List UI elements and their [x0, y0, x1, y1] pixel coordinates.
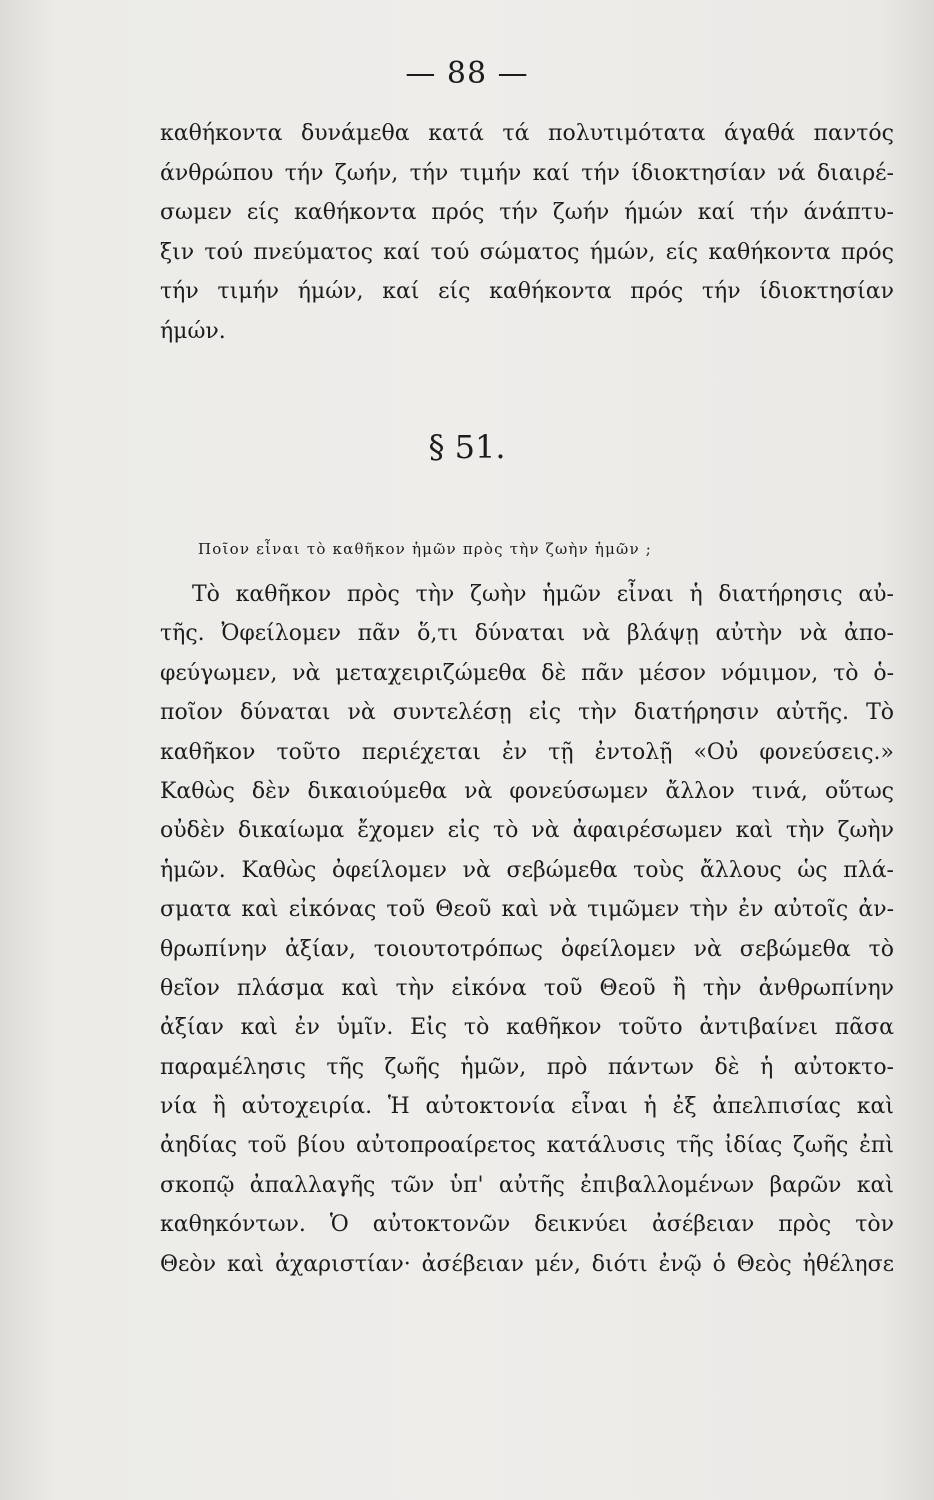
text-line: τῆς. Ὀφείλομεν πᾶν ὅ,τι δύναται νὰ βλάψῃ αὐτὴν νὰ ἀπο- [160, 621, 894, 647]
text-line: θρωπίνην ἀξίαν, τοιουτοτρόπως ὀφείλομεν νὰ σεβώμεθα τὸ [160, 936, 894, 962]
text-line: καθήκοντα δυνάμεθα κατά τά πολυτιμότατα άγαθά παντός [160, 121, 894, 146]
text-line: ἀηδίας τοῦ βίου αὐτοπροαίρετος κατάλυσις τῆς ἰδίας ζωῆς ἐπὶ [160, 1133, 894, 1159]
text-line: ξιν τού πνεύματος καί τού σώματος ήμών, είς καθήκοντα πρός [160, 239, 894, 265]
text-line: Θεὸν καὶ ἀχαριστίαν· ἀσέβειαν μέν, διότι ἐνῷ ὁ Θεὸς ἠθέλησε [160, 1251, 894, 1277]
section-question: Ποῖον εἶναι τὸ καθῆκον ἡμῶν πρὸς τὴν ζωὴν ἡμῶν ; [198, 540, 653, 558]
text-line: παραμέλησις τῆς ζωῆς ἡμῶν, πρὸ πάντων δὲ ἡ αὐτοκτο- [160, 1054, 894, 1080]
text-line: Τὸ καθῆκον πρὸς τὴν ζωὴν ἡμῶν εἶναι ἡ διατήρησις αὐ- [192, 582, 894, 607]
text-line: ήμών. [160, 318, 226, 344]
text-line: νία ἢ αὐτοχειρία. Ἡ αὐτοκτονία εἶναι ἡ ἐξ ἀπελπισίας καὶ [160, 1094, 894, 1120]
text-line: ἡμῶν. Καθὼς ὀφείλομεν νὰ σεβώμεθα τοὺς ἄλλους ὡς πλά- [160, 857, 894, 883]
paragraph-1 [160, 114, 894, 351]
page-number: — 88 — [405, 56, 529, 91]
text-line: τήν τιμήν ήμών, καί είς καθήκοντα πρός τήν ίδιοκτησίαν [160, 279, 894, 304]
text-line: φεύγωμεν, νὰ μεταχειριζώμεθα δὲ πᾶν μέσον νόμιμον, τὸ ὁ- [160, 660, 894, 686]
text-line: ἀξίαν καὶ ἐν ὑμῖν. Εἰς τὸ καθῆκον τοῦτο ἀντιβαίνει πᾶσα [160, 1015, 894, 1041]
text-line: σωμεν είς καθήκοντα πρός τήν ζωήν ήμών καί τήν άνάπτυ- [160, 200, 894, 225]
paragraph-2 [160, 575, 894, 1284]
text-line: σκοπῷ ἀπαλλαγῆς τῶν ὑπ' αὐτῆς ἐπιβαλλομένων βαρῶν καὶ [160, 1172, 894, 1198]
text-line: άνθρώπου τήν ζωήν, τήν τιμήν καί τήν ίδιοκτησίαν νά διαιρέ- [160, 160, 894, 186]
text-line: καθηκόντων. Ὁ αὐτοκτονῶν δεικνύει ἀσέβειαν πρὸς τὸν [160, 1212, 894, 1238]
section-heading: § 51. [428, 428, 506, 466]
text-line: θεῖον πλάσμα καὶ τὴν εἰκόνα τοῦ Θεοῦ ἢ τὴν ἀνθρωπίνην [160, 975, 894, 1001]
text-line: Καθὼς δὲν δικαιούμεθα νὰ φονεύσωμεν ἄλλον τινά, οὕτως [160, 778, 894, 804]
text-line: οὐδὲν δικαίωμα ἔχομεν εἰς τὸ νὰ ἀφαιρέσωμεν καὶ τὴν ζωὴν [160, 818, 894, 844]
text-line: καθῆκον τοῦτο περιέχεται ἐν τῇ ἐντολῇ «Οὐ φονεύσεις.» [160, 739, 894, 765]
text-line: ποῖον δύναται νὰ συντελέσῃ εἰς τὴν διατήρησιν αὐτῆς. Τὸ [160, 700, 894, 726]
text-line: σματα καὶ εἰκόνας τοῦ Θεοῦ καὶ νὰ τιμῶμεν τὴν ἐν αὐτοῖς ἀν- [160, 897, 894, 923]
